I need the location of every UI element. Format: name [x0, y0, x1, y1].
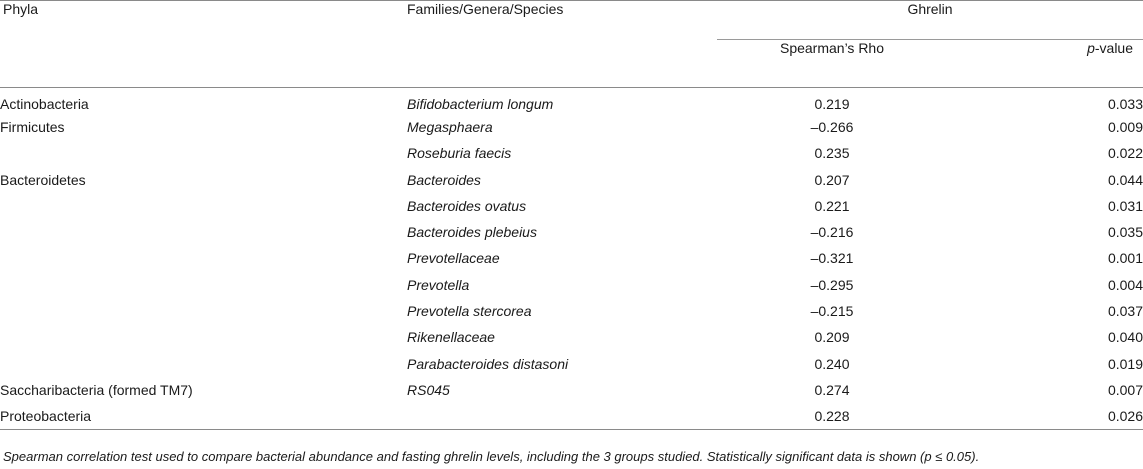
phylum-name: Saccharibacteria: [0, 381, 105, 398]
table-row: [0, 193, 1143, 219]
spearman-rho-cell: 0.207: [814, 171, 850, 188]
taxon-cell: Rikenellaceae: [407, 329, 495, 346]
header-families: Families/Genera/Species: [407, 1, 717, 40]
spearman-rho-cell: 0.209: [814, 329, 850, 346]
table-row: [0, 140, 1143, 166]
taxon-cell: RS045: [407, 381, 450, 398]
table-footnote: Spearman correlation test used to compare bacterial abundance and fasting ghrelin levels, including the 3 groups studied. Statistically significant data is shown (p ≤ 0.05).: [3, 449, 980, 464]
phylum-cell: [0, 377, 407, 403]
header-row-bottom: [0, 40, 1143, 88]
phylum-cell: [0, 272, 407, 298]
phylum-cell: [0, 245, 407, 271]
taxon-cell: Bifidobacterium longum: [407, 95, 554, 112]
phylum-name: Actinobacteria: [0, 95, 89, 112]
taxon-cell: Prevotella: [407, 276, 470, 293]
header-phyla: Phyla: [0, 1, 407, 40]
phylum-note: (formed TM7): [104, 381, 193, 398]
p-value-cell: 0.026: [947, 403, 1143, 429]
table-row: [0, 403, 1143, 429]
phylum-name: Bacteroidetes: [0, 171, 86, 188]
spearman-rho-cell: –0.216: [810, 224, 854, 241]
spearman-rho-cell: –0.321: [810, 250, 854, 267]
p-value-cell: 0.004: [1107, 276, 1143, 293]
spearman-rho-cell: 0.240: [814, 355, 850, 372]
phylum-cell: [0, 140, 407, 166]
table-row: [0, 324, 1143, 350]
p-value-cell: 0.001: [1107, 250, 1143, 267]
taxon-cell: Prevotellaceae: [407, 250, 500, 267]
header-p-value: p-value: [947, 40, 1143, 88]
header-row-top: [0, 1, 1143, 40]
phylum-cell: [0, 350, 407, 376]
taxon-cell: Prevotella stercorea: [407, 303, 532, 320]
phylum-name: Firmicutes: [0, 118, 65, 135]
p-value-cell: 0.007: [1107, 381, 1143, 398]
spearman-rho-cell: 0.221: [814, 197, 850, 214]
spearman-rho-cell: –0.266: [810, 118, 854, 135]
p-value-cell: 0.044: [1107, 171, 1143, 188]
header-ghrelin: Ghrelin: [717, 1, 1143, 40]
taxon-cell: Roseburia faecis: [407, 145, 512, 162]
table-row: [0, 377, 1143, 403]
taxon-cell: Parabacteroides distasoni: [407, 355, 569, 372]
p-value-cell: 0.009: [1107, 118, 1143, 135]
spearman-rho-cell: 0.219: [814, 95, 850, 112]
table-row: [0, 245, 1143, 271]
p-value-cell: 0.033: [1107, 95, 1143, 112]
spearman-rho-cell: –0.295: [810, 276, 854, 293]
phylum-cell: [0, 298, 407, 324]
taxon-cell: Bacteroides plebeius: [407, 224, 537, 241]
p-value-cell: 0.037: [1107, 303, 1143, 320]
p-value-cell: 0.031: [1107, 197, 1143, 214]
table-row: [0, 350, 1143, 376]
p-value-cell: 0.035: [1107, 224, 1143, 241]
phylum-cell: [0, 88, 407, 114]
taxon-cell: Megasphaera: [407, 118, 493, 135]
spearman-rho-cell: –0.215: [810, 303, 854, 320]
p-value-cell: 0.019: [1107, 355, 1143, 372]
table-row: [0, 298, 1143, 324]
spearman-rho-cell: 0.228: [717, 403, 947, 429]
phylum-cell: [0, 403, 407, 429]
phylum-name: Proteobacteria: [0, 407, 92, 424]
taxon-cell: Bacteroides: [407, 171, 481, 188]
table-row: [0, 219, 1143, 245]
table-row: [0, 88, 1143, 114]
table-row: [0, 272, 1143, 298]
taxon-cell: Bacteroides ovatus: [407, 197, 527, 214]
spearman-rho-cell: 0.235: [814, 145, 850, 162]
table-body: [0, 88, 1143, 430]
phylum-cell: [0, 219, 407, 245]
spearman-rho-cell: 0.274: [814, 381, 850, 398]
table-row: [0, 166, 1143, 192]
header-spearman-rho: Spearman’s Rho: [717, 40, 947, 88]
phylum-cell: [0, 166, 407, 192]
phylum-cell: [0, 324, 407, 350]
p-value-cell: 0.022: [1107, 145, 1143, 162]
phylum-cell: [0, 114, 407, 140]
table-row: [0, 114, 1143, 140]
phylum-cell: [0, 193, 407, 219]
taxon-cell: [407, 403, 717, 429]
p-value-cell: 0.040: [1107, 329, 1143, 346]
